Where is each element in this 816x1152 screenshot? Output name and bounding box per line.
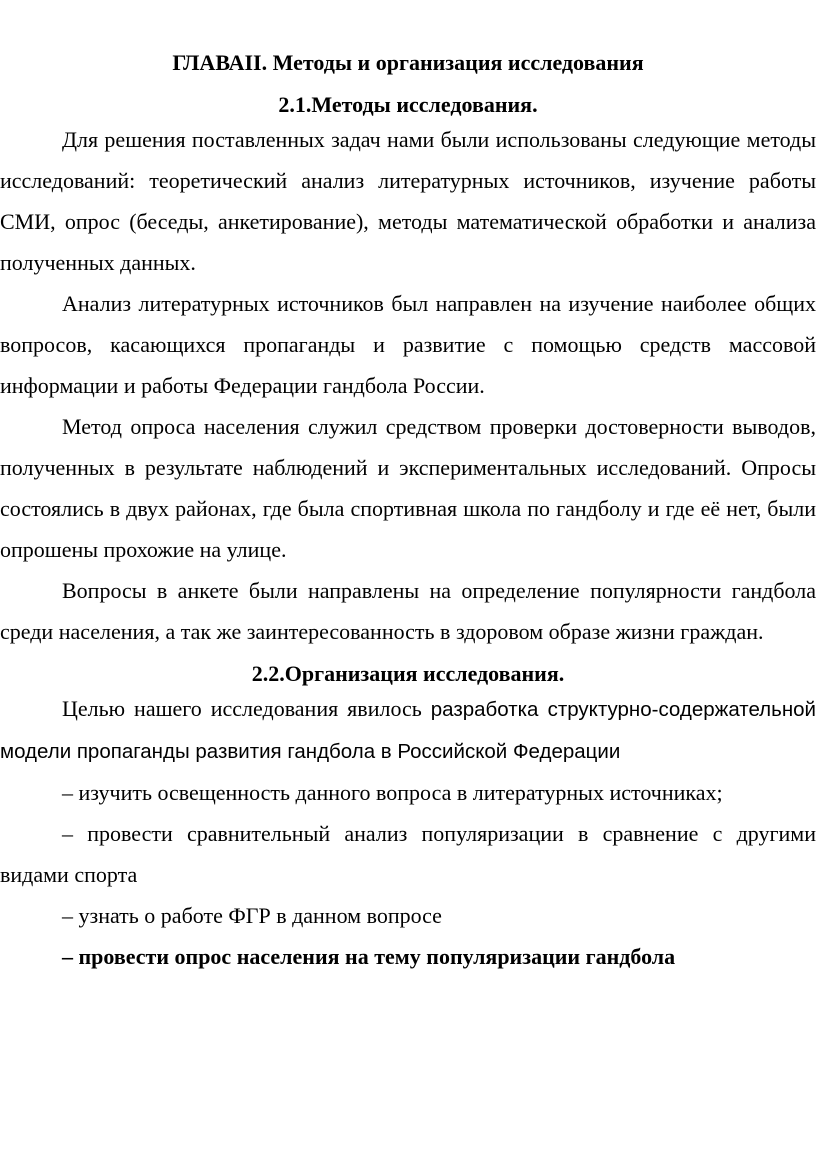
paragraph-research-goal <box>0 688 816 772</box>
list-item-task-2: – провести сравнительный анализ популяризации в сравнение с другими видами спорта <box>0 821 816 887</box>
paragraph-survey-method: Метод опроса населения служил средством проверки достоверности выводов, полученных в результате наблюдений и экспериментальных исследований. Опросы состоялись в двух районах, где была спортивная школа по гандболу и где её нет, были опрошены прохожие на улице. <box>0 414 816 562</box>
goal-intro-text: Целью нашего исследования явилось <box>62 696 431 721</box>
paragraph-questionnaire: Вопросы в анкете были направлены на определение популярности гандбола среди населения, а так же заинтересованность в здоровом образе жизни граждан. <box>0 578 816 644</box>
list-item-task-1: – изучить освещенность данного вопроса в литературных источниках; <box>62 780 723 805</box>
document-page <box>0 49 816 977</box>
section-title-organization: 2.2.Организация исследования. <box>251 661 565 686</box>
list-item-task-3: – узнать о работе ФГР в данном вопросе <box>62 903 442 928</box>
paragraph-literature-analysis: Анализ литературных источников был направлен на изучение наиболее общих вопросов, касающихся пропаганды и развитие с помощью средств массовой информации и работы Федерации гандбола России. <box>0 291 816 398</box>
chapter-title: ГЛАВАII. Методы и организация исследования <box>172 50 644 75</box>
paragraph-methods-list: Для решения поставленных задач нами были использованы следующие методы исследований: теоретический анализ литературных источников, изучение работы СМИ, опрос (беседы, анкетирование), методы математической обработки и анализа полученных данных. <box>0 127 816 275</box>
section-title-methods: 2.1.Методы исследования. <box>278 92 538 117</box>
goal-description-text: разработка структурно-содержательной модели пропаганды развития гандбола в Российской Федерации <box>0 698 816 763</box>
list-item-task-4: – провести опрос населения на тему популяризации гандбола <box>62 944 676 969</box>
